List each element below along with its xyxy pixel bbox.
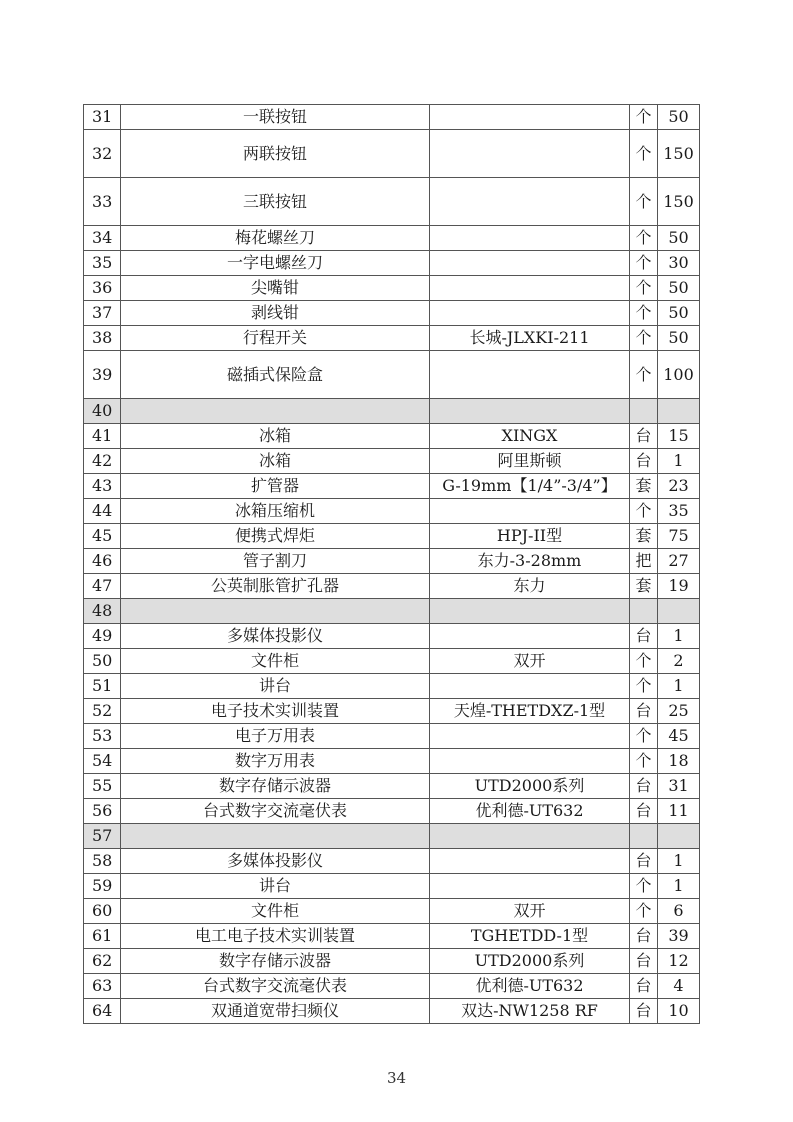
row-number-cell: 59 [84,874,121,899]
quantity-cell: 23 [658,474,700,499]
unit-cell: 个 [630,724,658,749]
unit-cell: 台 [630,424,658,449]
model-cell [430,226,630,251]
item-name-cell: 剥线钳 [121,301,430,326]
section-row [84,399,700,424]
quantity-cell: 1 [658,874,700,899]
unit-cell: 个 [630,251,658,276]
item-name-cell: 行程开关 [121,326,430,351]
quantity-cell [658,399,700,424]
table-row [84,474,700,499]
unit-cell: 个 [630,899,658,924]
item-name-cell: 电工电子技术实训装置 [121,924,430,949]
table-row [84,999,700,1024]
unit-cell: 个 [630,276,658,301]
quantity-cell: 35 [658,499,700,524]
model-cell: 阿里斯顿 [430,449,630,474]
table-row [84,226,700,251]
model-cell [430,499,630,524]
unit-cell: 把 [630,549,658,574]
row-number-cell: 34 [84,226,121,251]
model-cell [430,599,630,624]
unit-cell: 台 [630,949,658,974]
table-row [84,849,700,874]
quantity-cell [658,599,700,624]
item-name-cell [121,824,430,849]
unit-cell: 个 [630,301,658,326]
quantity-cell: 11 [658,799,700,824]
row-number-cell: 46 [84,549,121,574]
table-row [84,326,700,351]
table-row [84,574,700,599]
unit-cell: 个 [630,226,658,251]
quantity-cell: 1 [658,449,700,474]
quantity-cell: 30 [658,251,700,276]
quantity-cell: 75 [658,524,700,549]
row-number-cell: 58 [84,849,121,874]
row-number-cell: 51 [84,674,121,699]
table-row [84,749,700,774]
model-cell [430,130,630,178]
table-row [84,924,700,949]
model-cell: 长城-JLXKI-211 [430,326,630,351]
row-number-cell: 55 [84,774,121,799]
unit-cell: 个 [630,105,658,130]
item-name-cell: 文件柜 [121,899,430,924]
model-cell: XINGX [430,424,630,449]
model-cell [430,724,630,749]
quantity-cell: 50 [658,276,700,301]
quantity-cell [658,824,700,849]
model-cell [430,276,630,301]
table-row [84,649,700,674]
unit-cell [630,399,658,424]
unit-cell: 台 [630,849,658,874]
quantity-cell: 1 [658,674,700,699]
table-row [84,674,700,699]
item-name-cell: 文件柜 [121,649,430,674]
row-number-cell: 50 [84,649,121,674]
unit-cell: 个 [630,874,658,899]
table-row [84,799,700,824]
quantity-cell: 12 [658,949,700,974]
quantity-cell: 1 [658,624,700,649]
model-cell [430,351,630,399]
item-name-cell: 冰箱 [121,449,430,474]
item-name-cell: 电子万用表 [121,724,430,749]
table-row [84,301,700,326]
item-name-cell: 公英制胀管扩孔器 [121,574,430,599]
row-number-cell: 43 [84,474,121,499]
model-cell: UTD2000系列 [430,949,630,974]
unit-cell: 台 [630,999,658,1024]
table-row [84,178,700,226]
row-number-cell: 47 [84,574,121,599]
row-number-cell: 33 [84,178,121,226]
row-number-cell: 48 [84,599,121,624]
model-cell: TGHETDD-1型 [430,924,630,949]
quantity-cell: 18 [658,749,700,774]
table-row [84,351,700,399]
section-row [84,824,700,849]
item-name-cell: 两联按钮 [121,130,430,178]
unit-cell [630,824,658,849]
item-name-cell: 台式数字交流毫伏表 [121,974,430,999]
unit-cell: 台 [630,449,658,474]
item-name-cell: 电子技术实训装置 [121,699,430,724]
row-number-cell: 53 [84,724,121,749]
model-cell [430,301,630,326]
model-cell [430,674,630,699]
quantity-cell: 31 [658,774,700,799]
item-name-cell [121,599,430,624]
model-cell [430,624,630,649]
quantity-cell: 19 [658,574,700,599]
model-cell [430,849,630,874]
item-name-cell: 冰箱 [121,424,430,449]
item-name-cell: 数字存储示波器 [121,774,430,799]
unit-cell [630,599,658,624]
row-number-cell: 57 [84,824,121,849]
row-number-cell: 40 [84,399,121,424]
row-number-cell: 61 [84,924,121,949]
unit-cell: 个 [630,130,658,178]
unit-cell: 个 [630,326,658,351]
table-row [84,499,700,524]
unit-cell: 台 [630,799,658,824]
row-number-cell: 36 [84,276,121,301]
row-number-cell: 56 [84,799,121,824]
item-name-cell: 多媒体投影仪 [121,849,430,874]
quantity-cell: 10 [658,999,700,1024]
table-row [84,949,700,974]
row-number-cell: 41 [84,424,121,449]
row-number-cell: 42 [84,449,121,474]
item-name-cell: 扩管器 [121,474,430,499]
item-name-cell: 便携式焊炬 [121,524,430,549]
table-row [84,424,700,449]
item-name-cell: 数字万用表 [121,749,430,774]
table-row [84,974,700,999]
unit-cell: 个 [630,749,658,774]
model-cell: HPJ-II型 [430,524,630,549]
row-number-cell: 49 [84,624,121,649]
unit-cell: 台 [630,924,658,949]
model-cell [430,251,630,276]
model-cell: 天煌-THETDXZ-1型 [430,699,630,724]
quantity-cell: 27 [658,549,700,574]
table-row [84,105,700,130]
table-row [84,874,700,899]
item-name-cell: 一联按钮 [121,105,430,130]
quantity-cell: 25 [658,699,700,724]
item-name-cell [121,399,430,424]
row-number-cell: 31 [84,105,121,130]
unit-cell: 个 [630,674,658,699]
item-name-cell: 数字存储示波器 [121,949,430,974]
table-row [84,251,700,276]
model-cell: UTD2000系列 [430,774,630,799]
quantity-cell: 4 [658,974,700,999]
table-row [84,449,700,474]
unit-cell: 套 [630,574,658,599]
model-cell [430,105,630,130]
quantity-cell: 50 [658,326,700,351]
item-name-cell: 管子割刀 [121,549,430,574]
unit-cell: 台 [630,974,658,999]
table-row [84,899,700,924]
unit-cell: 台 [630,774,658,799]
quantity-cell: 45 [658,724,700,749]
unit-cell: 台 [630,624,658,649]
row-number-cell: 44 [84,499,121,524]
quantity-cell: 50 [658,226,700,251]
model-cell: 东力-3-28mm [430,549,630,574]
page-number: 34 [386,1069,407,1087]
model-cell: 优利德-UT632 [430,799,630,824]
row-number-cell: 39 [84,351,121,399]
unit-cell: 个 [630,351,658,399]
item-name-cell: 梅花螺丝刀 [121,226,430,251]
unit-cell: 个 [630,649,658,674]
table-row [84,774,700,799]
model-cell: 双开 [430,649,630,674]
unit-cell: 个 [630,499,658,524]
table-row [84,724,700,749]
row-number-cell: 37 [84,301,121,326]
quantity-cell: 6 [658,899,700,924]
model-cell [430,749,630,774]
row-number-cell: 32 [84,130,121,178]
quantity-cell: 50 [658,301,700,326]
row-number-cell: 45 [84,524,121,549]
row-number-cell: 38 [84,326,121,351]
quantity-cell: 2 [658,649,700,674]
row-number-cell: 60 [84,899,121,924]
model-cell: 优利德-UT632 [430,974,630,999]
quantity-cell: 1 [658,849,700,874]
item-name-cell: 多媒体投影仪 [121,624,430,649]
unit-cell: 套 [630,524,658,549]
model-cell [430,399,630,424]
quantity-cell: 100 [658,351,700,399]
table-row [84,699,700,724]
model-cell: 双开 [430,899,630,924]
item-name-cell: 双通道宽带扫频仪 [121,999,430,1024]
model-cell [430,874,630,899]
section-row [84,599,700,624]
item-name-cell: 讲台 [121,874,430,899]
row-number-cell: 62 [84,949,121,974]
row-number-cell: 54 [84,749,121,774]
item-name-cell: 磁插式保险盒 [121,351,430,399]
item-name-cell: 讲台 [121,674,430,699]
row-number-cell: 35 [84,251,121,276]
table-row [84,524,700,549]
row-number-cell: 63 [84,974,121,999]
unit-cell: 台 [630,699,658,724]
item-name-cell: 三联按钮 [121,178,430,226]
unit-cell: 套 [630,474,658,499]
item-name-cell: 冰箱压缩机 [121,499,430,524]
model-cell [430,178,630,226]
item-name-cell: 尖嘴钳 [121,276,430,301]
row-number-cell: 64 [84,999,121,1024]
quantity-cell: 150 [658,178,700,226]
quantity-cell: 39 [658,924,700,949]
model-cell [430,824,630,849]
equipment-table [83,104,700,1024]
model-cell: 东力 [430,574,630,599]
row-number-cell: 52 [84,699,121,724]
item-name-cell: 台式数字交流毫伏表 [121,799,430,824]
unit-cell: 个 [630,178,658,226]
table-row [84,130,700,178]
quantity-cell: 50 [658,105,700,130]
table-row [84,276,700,301]
quantity-cell: 15 [658,424,700,449]
item-name-cell: 一字电螺丝刀 [121,251,430,276]
quantity-cell: 150 [658,130,700,178]
table-row [84,624,700,649]
model-cell: 双达-NW1258 RF [430,999,630,1024]
table-row [84,549,700,574]
model-cell: G-19mm【1/4”-3/4”】 [430,474,630,499]
